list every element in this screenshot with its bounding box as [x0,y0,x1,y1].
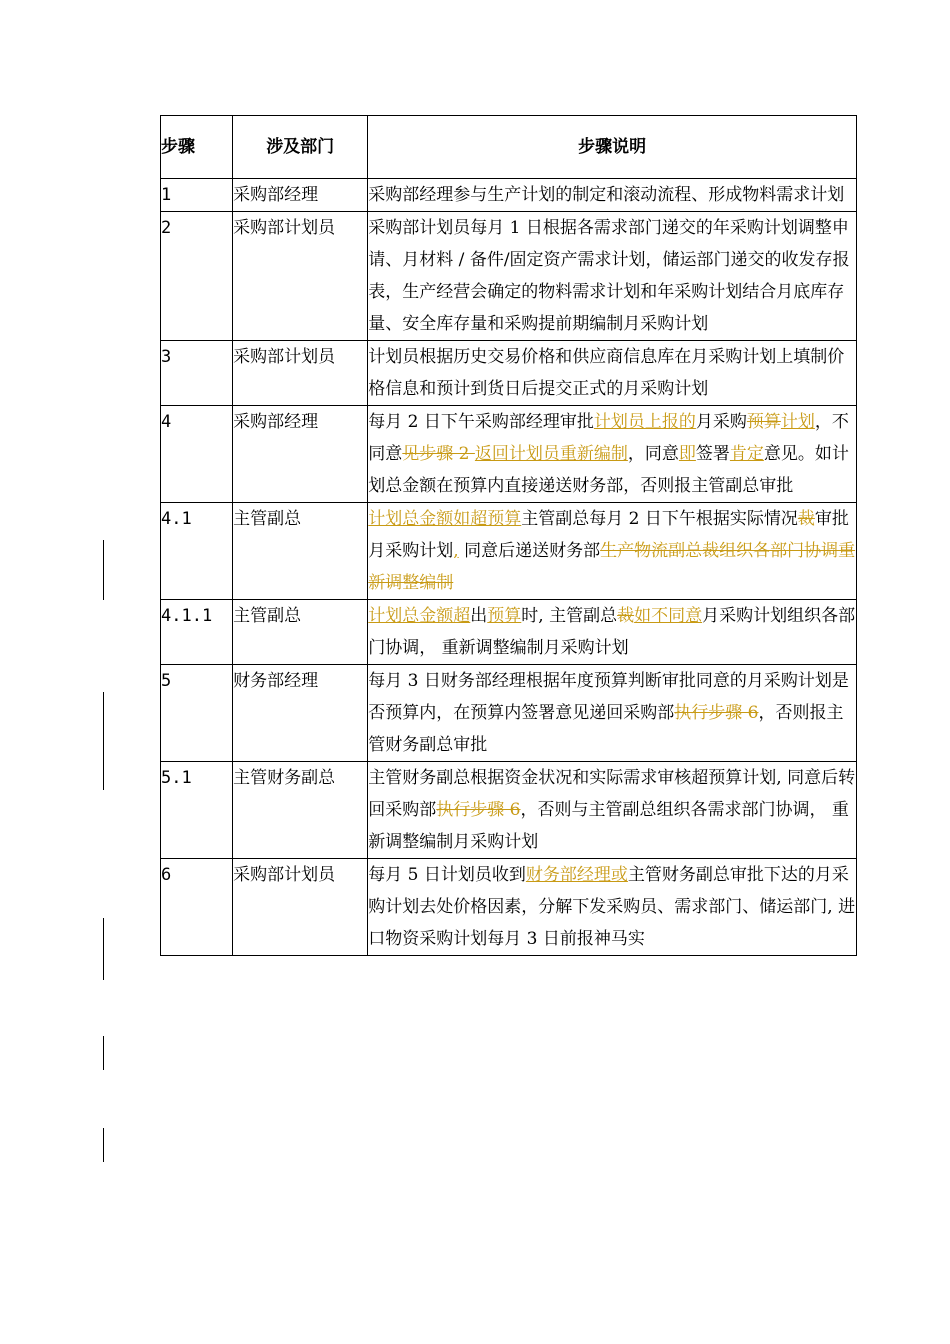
description-text: 月采购 [695,412,747,432]
revision-bar [103,692,104,790]
header-department: 涉及部门 [233,116,368,179]
step-description [368,341,857,406]
step-number: 2 [161,212,233,341]
step-number: 6 [161,859,233,956]
deleted-text: 裁 [617,606,635,626]
table-header-row [161,116,857,179]
description-text: ，同意 [627,444,679,464]
description-text: 审批月采购计划 [368,509,849,561]
description-text: 主管财务副总审批下达的月采购计划去处价格因素，分解下发采购员、需求部门、储运部门, 进口物资采购计划每月 3 日前报神马实 [368,865,856,949]
inserted-text: 财务部经理或 [525,865,628,885]
step-description [368,212,857,341]
department: 主管副总 [233,600,368,665]
table-row [161,762,857,859]
step-number: 4.1 [161,503,233,600]
step-description [368,179,857,212]
description-text: 每月 5 日计划员收到 [368,865,526,885]
description-text: 每月 2 日下午采购部经理审批 [368,412,594,432]
deleted-text: 执行步骤 6 [674,703,759,723]
table-row [161,341,857,406]
deleted-text: 预算 [746,412,781,432]
inserted-text: 预算 [487,606,522,626]
header-description: 步骤说明 [368,116,857,179]
department: 主管副总 [233,503,368,600]
revision-bar [103,540,104,600]
department: 采购部经理 [233,179,368,212]
revision-bar [103,1128,104,1162]
department: 采购部经理 [233,406,368,503]
step-description [368,600,857,665]
description-text: 意见。如计划总金额在预算内直接递送财务部，否则报主管副总审批 [368,444,849,496]
inserted-text: 计划员上报的 [593,412,696,432]
inserted-text: , [453,541,459,561]
description-text: ，不同意 [368,412,849,464]
step-description [368,762,857,859]
step-number: 4.1.1 [161,600,233,665]
department: 财务部经理 [233,665,368,762]
deleted-text: 见步骤 2 [402,444,475,464]
deleted-text: 裁 [797,509,815,529]
description-text: 主管财务副总根据资金状况和实际需求审核超预算计划, 同意后转回采购部 [368,768,856,820]
inserted-text: 肯定 [729,444,764,464]
description-text: 主管副总每月 2 日下午根据实际情况 [521,509,798,529]
table-row [161,665,857,762]
step-number: 4 [161,406,233,503]
step-description [368,503,857,600]
step-number: 5.1 [161,762,233,859]
table-row [161,406,857,503]
department: 采购部计划员 [233,341,368,406]
table-row [161,859,857,956]
table-row [161,600,857,665]
department: 采购部计划员 [233,212,368,341]
description-text: 计划员根据历史交易价格和供应商信息库在月采购计划上填制价格信息和预计到货日后提交正式的月采购计划 [368,347,845,399]
revision-bar [103,1036,104,1070]
revision-bar [103,918,104,980]
deleted-text: 执行步骤 6 [436,800,521,820]
step-number: 1 [161,179,233,212]
department: 采购部计划员 [233,859,368,956]
inserted-text: 计划 [780,412,815,432]
description-text: 月采购计划组织各部门协调， 重新调整编制月采购计划 [368,606,856,658]
step-description [368,859,857,956]
deleted-text: 生产物流副总裁组织各部门协调重新调整编制 [368,541,856,593]
step-number: 5 [161,665,233,762]
table-row [161,212,857,341]
inserted-text: 计划总金额如超预算 [368,509,522,529]
inserted-text: 计划总金额超 [368,606,471,626]
table-row [161,503,857,600]
department: 主管财务副总 [233,762,368,859]
step-description [368,665,857,762]
header-step: 步骤 [161,116,233,179]
description-text: ，否则报主管财务副总审批 [368,703,844,755]
step-number: 3 [161,341,233,406]
inserted-text: 即 [678,444,696,464]
procedure-table [160,115,857,956]
description-text: 签署 [695,444,730,464]
inserted-text: 返回计划员重新编制 [474,444,628,464]
inserted-text: 如不同意 [634,606,703,626]
description-text: 采购部经理参与生产计划的制定和滚动流程、形成物料需求计划 [368,185,845,205]
description-text: ，否则与主管副总组织各需求部门协调， 重新调整编制月采购计划 [368,800,849,852]
description-text: 时, 主管副总 [521,606,618,626]
table-row [161,179,857,212]
description-text: 每月 3 日财务部经理根据年度预算判断审批同意的月采购计划是否预算内，在预算内签署意见递回采购部 [368,671,849,723]
step-description [368,406,857,503]
description-text: 采购部计划员每月 1 日根据各需求部门递交的年采购计划调整申请、月材料 / 备件/固定资产需求计划，储运部门递交的收发存报表，生产经营会确定的物料需求计划和年采购计划结合月底库存量、安全库存量和采购提前期编制月采购计划 [368,218,850,334]
description-text: 同意后递送财务部 [458,541,601,561]
description-text: 出 [470,606,488,626]
